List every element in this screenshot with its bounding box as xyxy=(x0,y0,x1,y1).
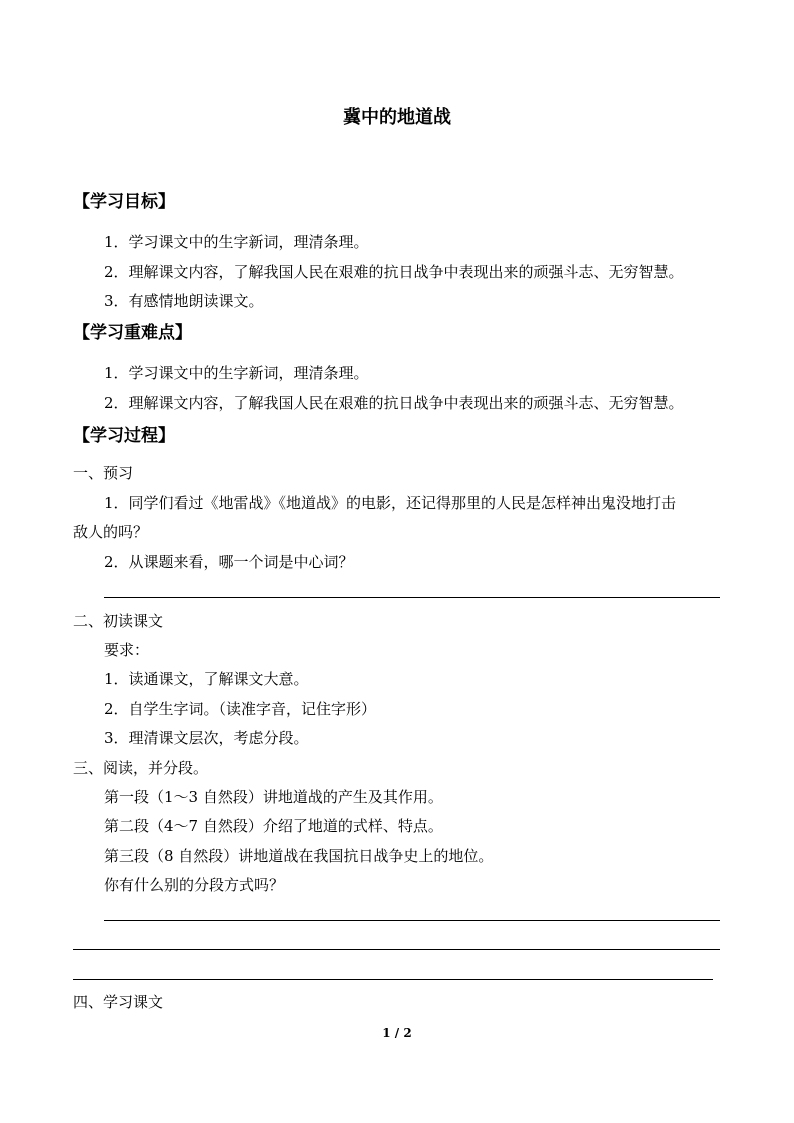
preview-question-1-line1: 1．同学们看过《地雷战》《地道战》的电影，还记得那里的人民是怎样神出鬼没地打击 xyxy=(104,494,677,512)
part1-title: 一、预习 xyxy=(73,464,134,482)
section-heading-goals: 【学习目标】 xyxy=(73,192,175,212)
part4-title: 四、学习课文 xyxy=(73,993,164,1011)
goal-item-1: 1．学习课文中的生字新词，理清条理。 xyxy=(104,233,369,251)
goal-item-3: 3．有感情地朗读课文。 xyxy=(104,292,264,310)
goal-item-2: 2．理解课文内容，了解我国人民在艰难的抗日战争中表现出来的顽强斗志、无穷智慧。 xyxy=(104,263,684,281)
answer-line-2 xyxy=(104,920,720,921)
paragraph-division-3: 第三段（8 自然段）讲地道战在我国抗日战争史上的地位。 xyxy=(104,847,494,865)
section-heading-process: 【学习过程】 xyxy=(73,426,175,446)
requirements-label: 要求： xyxy=(104,641,150,659)
page-number: 1 / 2 xyxy=(382,1026,412,1040)
part3-title: 三、阅读，并分段。 xyxy=(73,759,209,777)
requirement-item-3: 3．理清课文层次，考虑分段。 xyxy=(104,729,309,747)
paragraph-division-2: 第二段（4～7 自然段）介绍了地道的式样、特点。 xyxy=(104,817,443,835)
part2-title: 二、初读课文 xyxy=(73,612,164,630)
answer-line-1 xyxy=(104,597,720,598)
key-point-item-2: 2．理解课文内容，了解我国人民在艰难的抗日战争中表现出来的顽强斗志、无穷智慧。 xyxy=(104,394,684,412)
division-question: 你有什么别的分段方式吗？ xyxy=(104,876,285,894)
document-title: 冀中的地道战 xyxy=(343,107,451,128)
key-point-item-1: 1．学习课文中的生字新词，理清条理。 xyxy=(104,364,369,382)
answer-line-4 xyxy=(73,979,713,980)
preview-question-1-line2: 敌人的吗？ xyxy=(73,523,149,541)
paragraph-division-1: 第一段（1～3 自然段）讲地道战的产生及其作用。 xyxy=(104,788,443,806)
answer-line-3 xyxy=(73,949,720,950)
preview-question-2: 2．从课题来看，哪一个词是中心词？ xyxy=(104,553,354,571)
requirement-item-1: 1．读通课文，了解课文大意。 xyxy=(104,670,309,688)
requirement-item-2: 2．自学生字词。（读准字音，记住字形） xyxy=(104,700,377,718)
section-heading-key-points: 【学习重难点】 xyxy=(73,323,192,343)
